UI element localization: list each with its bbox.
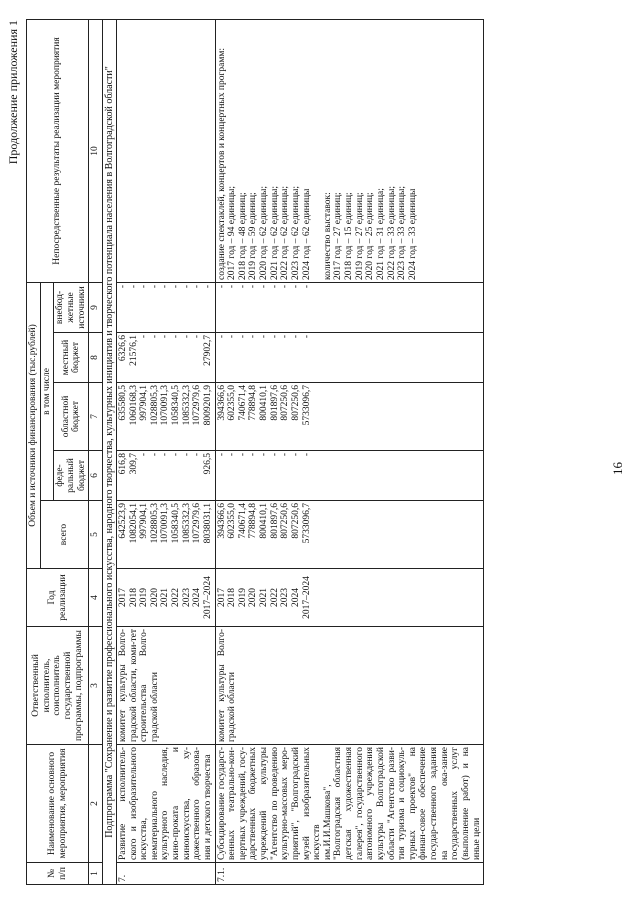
local-values: 6326,6 21576,1 - - - - - - 27902,7	[116, 333, 215, 383]
years-list: 2017 2018 2019 2020 2021 2022 2023 2024 2017–2024	[215, 569, 484, 627]
row-number: 7.	[116, 863, 215, 885]
measure-name: Субсидирование государст-венных театрально-кон-цертных учреждений, госу-дарственных бюджетных учреждений культуры "Агентство по проведению культурно-массовых меро-приятий", "Волгоградский музей изобразительных искусств им.И.И.Машкова", "Волгоградская областная детская художественная галерея", государственного автономного учреждения культуры Волгоградской области "Агентство разви-тия туризма и социокуль-турных проектов" на финан-совое обеспечение государ-ственного задания на ока-зание государственных услуг (выполнение работ) и на иные цели	[215, 745, 484, 863]
col-funding-header: Объем и источники финансирования (тыс.рублей)	[27, 282, 41, 568]
table-row	[215, 19, 484, 884]
header-row-1	[27, 19, 41, 884]
responsible-executor: комитет культуры Волго-градской области, коми-тет строительства Волго-градской области	[116, 627, 215, 745]
results-text	[116, 19, 215, 282]
years-list: 2017 2018 2019 2020 2021 2022 2023 2024 2017–2024	[116, 569, 215, 627]
col-total-header: всего	[40, 501, 89, 569]
col-number: 10	[89, 19, 103, 282]
col-name-header: Наименование основного мероприятия, мероприятия	[27, 745, 89, 863]
col-number: 6	[89, 451, 103, 501]
col-results-header: Непосредственные результаты реализации мероприятия	[27, 19, 89, 282]
responsible-executor: комитет культуры Волго-градской области	[215, 627, 484, 745]
page-number: 16	[610, 462, 625, 475]
col-number: 4	[89, 569, 103, 627]
col-number: 9	[89, 282, 103, 332]
col-responsible-header: Ответственный исполнитель, соисполнитель государственной программы, подпрограммы	[27, 627, 89, 745]
col-number: 7	[89, 383, 103, 451]
table-row	[116, 19, 215, 884]
col-incl-header: в том числе	[40, 282, 54, 500]
col-no-header: № п/п	[27, 863, 89, 885]
col-year-header: Год реализации	[27, 569, 89, 627]
appendix-continuation-label: Продолжение приложения 1	[6, 20, 20, 165]
col-number: 1	[89, 863, 103, 885]
regional-values: 635580,5 1060168,3 997904,1 1028805,3 1070091,3 1058340,5 1085332,3 1072979,6 8009201,9	[116, 383, 215, 451]
federal-values: 616,8 309,7 - - - - - - 926,5	[116, 451, 215, 501]
col-regional-header: областной бюджет	[54, 383, 89, 451]
local-values: - - - - - - - - -	[215, 333, 484, 383]
col-federal-header: феде-ральный бюджет	[54, 451, 89, 501]
results-text: создание спектаклей, концертов и концертных программ: 2017 год – 94 единицы; 2018 год – 48 единиц; 2019 год – 59 единиц; 2020 год – 62 единицы; 2021 год – 62 единицы; 2022 год – 62 единицы; 2023 год – 62 единицы; 2024 год – 62 единицы количество выставок: 2017 год – 27 единиц; 2018 год – 15 единиц; 2019 год – 27 единиц; 2020 год – 25 единиц; 2021 год – 31 единица; 2022 год – 33 единицы; 2023 год – 33 единицы; 2024 год – 33 единицы	[215, 19, 484, 282]
row-number: 7.1.	[215, 863, 484, 885]
extra-values: - - - - - - - - -	[215, 282, 484, 332]
federal-values: - - - - - - - - -	[215, 451, 484, 501]
col-number: 2	[89, 745, 103, 863]
total-values: 394366,6 602355,0 740671,4 778894,8 800410,1 801897,6 807250,6 807250,6 5733096,7	[215, 501, 484, 569]
column-number-row	[89, 19, 103, 884]
col-number: 3	[89, 627, 103, 745]
funding-table	[26, 19, 484, 885]
col-local-header: местный бюджет	[54, 333, 89, 383]
col-number: 5	[89, 501, 103, 569]
col-number: 8	[89, 333, 103, 383]
subprogram-row	[102, 19, 116, 884]
measure-name: Развитие исполнитель-ского и изобразительного искусства, нематериального культурного наследия, кино-проката и киноискусства, ху-дожественного образова-ния и детского творчества	[116, 745, 215, 863]
regional-values: 394366,6 602355,0 740671,4 778894,8 800410,1 801897,6 807250,6 807250,6 5733096,7	[215, 383, 484, 451]
col-extra-header: внебюд-жетные источники	[54, 282, 89, 332]
extra-values: - - - - - - - - -	[116, 282, 215, 332]
subprogram-title: Подпрограмма "Сохранение и развитие профессионального искусства, народного творчества, культурных инициатив и творческого потенциала населения в Волгоградской области"	[102, 19, 116, 884]
total-values: 642523,9 1082054,1 997904,1 1028805,3 1070091,3 1058340,5 1085332,3 1072979,6 8038031,1	[116, 501, 215, 569]
